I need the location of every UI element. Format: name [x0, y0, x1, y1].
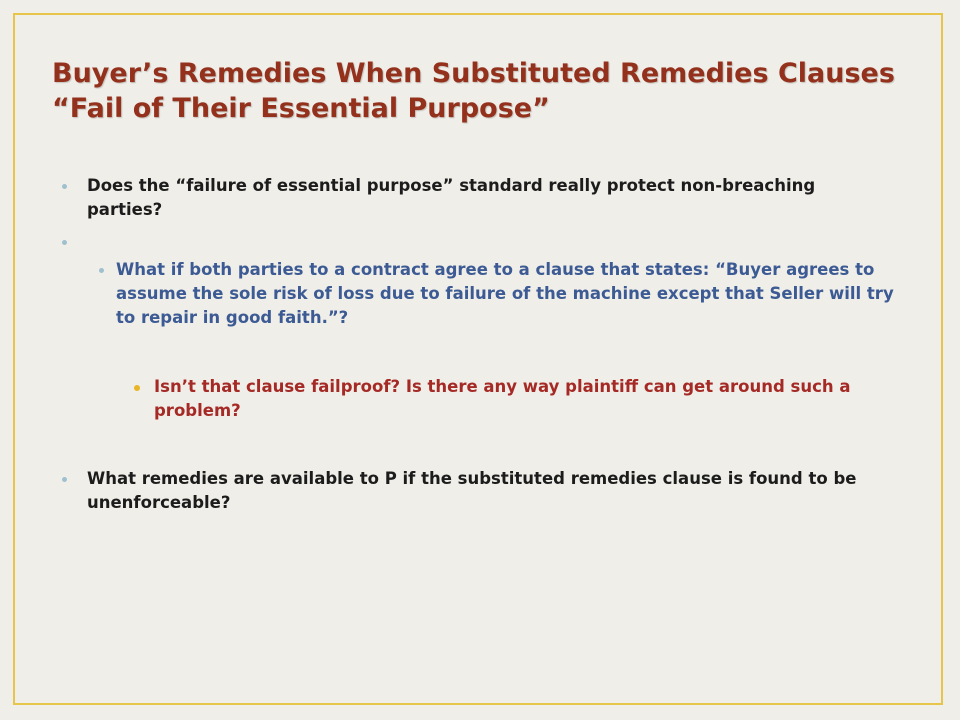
- bullet-dot-icon: [99, 268, 104, 273]
- bullet-dot-icon: [62, 240, 67, 245]
- bullet-dot-icon: [134, 385, 140, 391]
- bullet-text: What if both parties to a contract agree to a clause that states: “Buyer agrees to assume the sole risk of loss due to failure of the machine except that Seller will try to repair in good faith.”?: [116, 260, 894, 327]
- bullet-text: Isn’t that clause failproof? Is there any way plaintiff can get around such a problem?: [154, 377, 851, 420]
- bullet-text: Does the “failure of essential purpose” standard really protect non-breaching parties?: [87, 176, 816, 219]
- slide-title: Buyer’s Remedies When Substituted Remedies Clauses “Fail of Their Essential Purpose”: [52, 58, 895, 124]
- bullet-dot-icon: [62, 184, 67, 189]
- bullet-text: What remedies are available to P if the substituted remedies clause is found to be unenforceable?: [87, 469, 857, 512]
- bullet-dot-icon: [62, 477, 67, 482]
